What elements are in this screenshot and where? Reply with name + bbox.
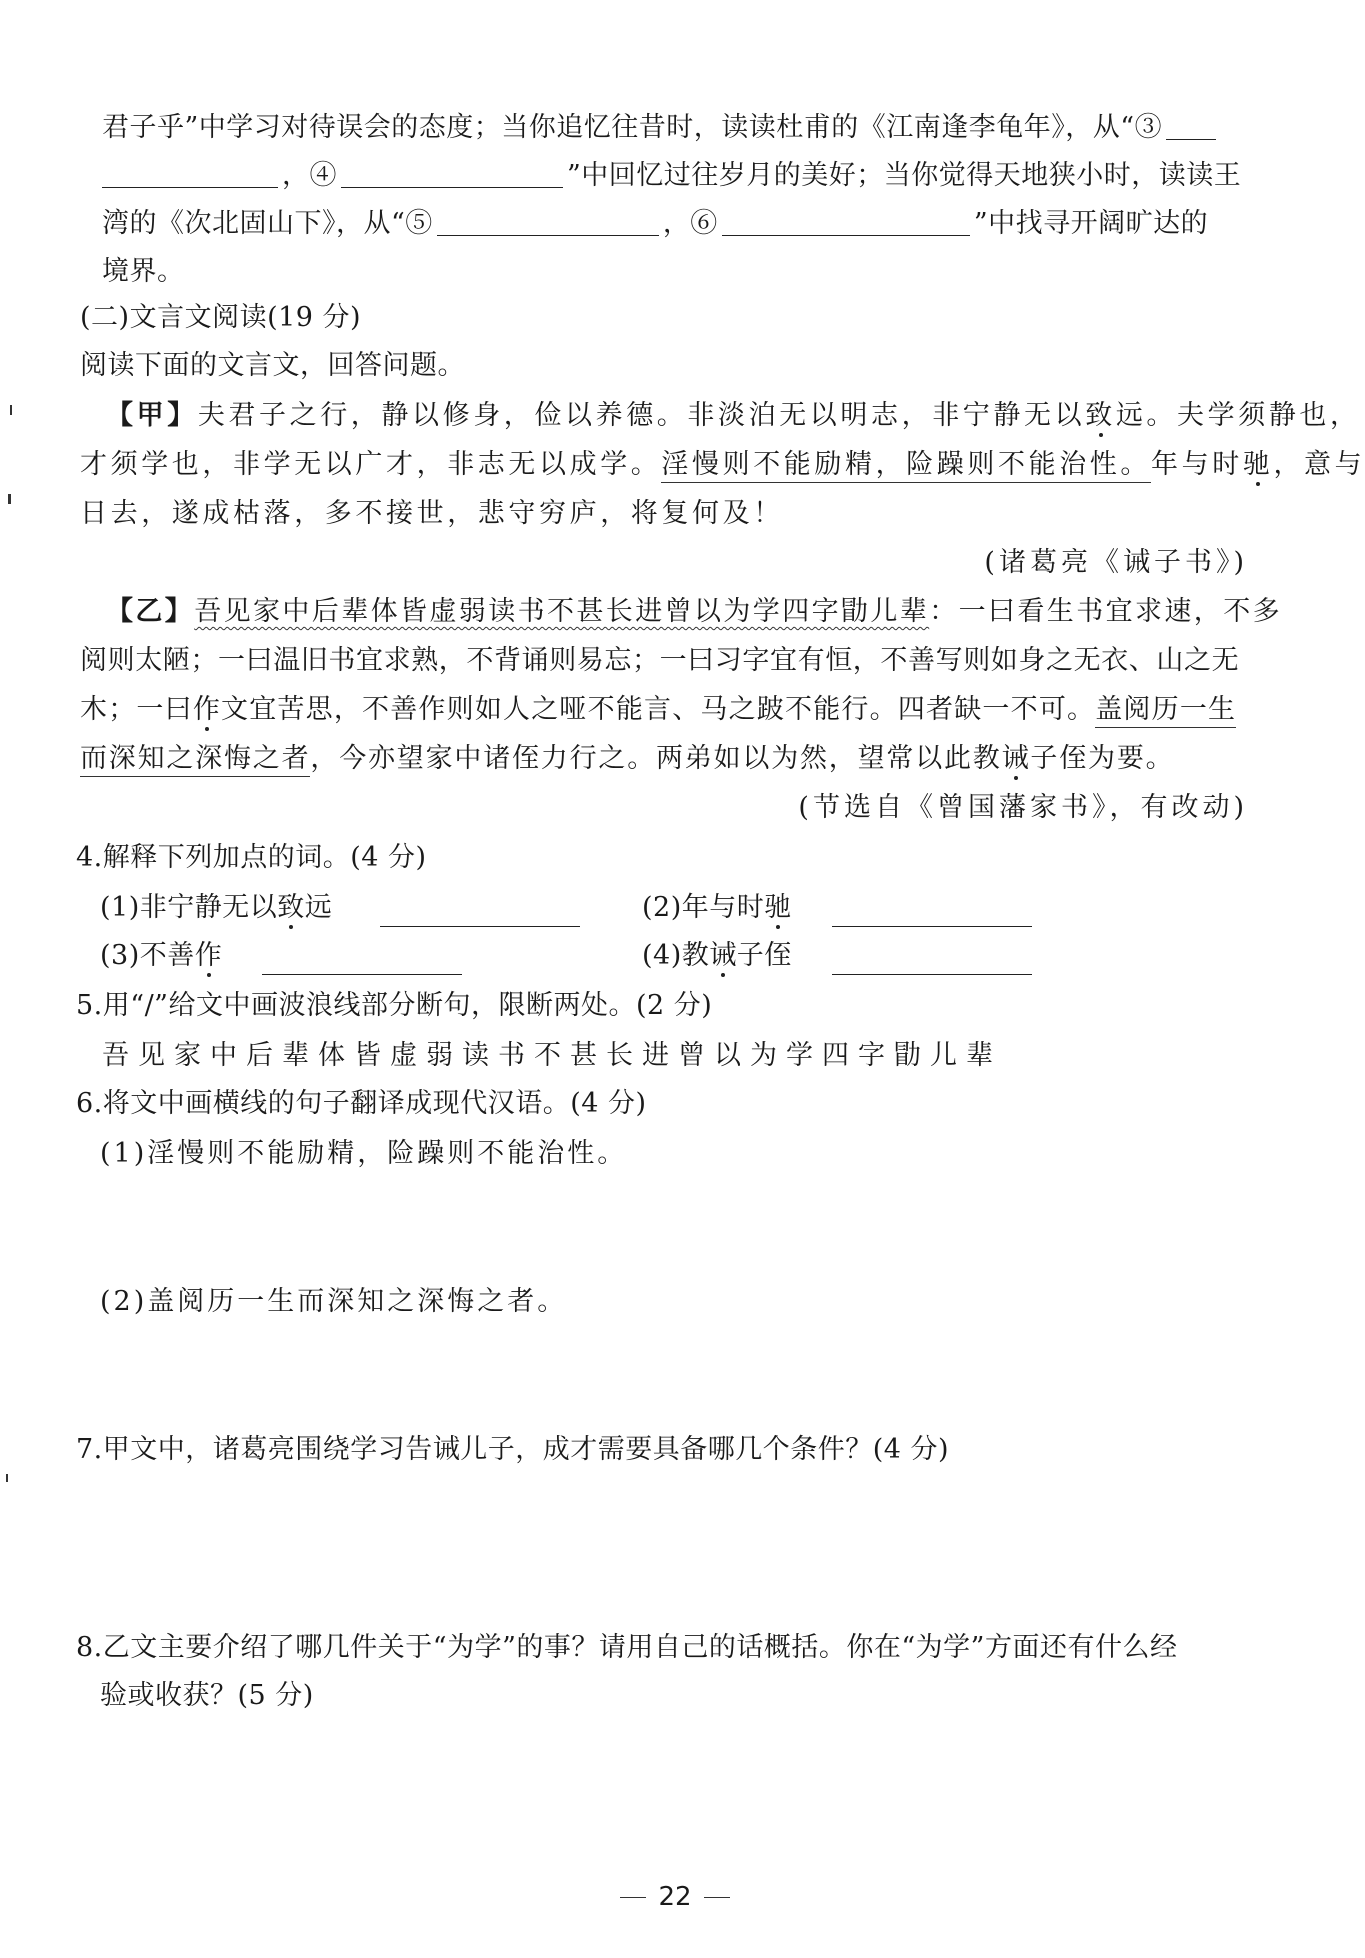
yi-wavy-sentence: 吾见家中后辈体皆虚弱读书不甚长进曾以为学四字勖儿辈 [194,596,930,627]
q4-item-1: (1)非宁静无以致远 [100,892,333,923]
answer-blank-5[interactable] [437,205,659,236]
scan-mark [10,405,12,415]
yi-line-3: 木；一曰作文宜苦思，不善作则如人之哑不能言、马之跛不能行。四者缺一不可。盖阅历一生 [80,690,1236,730]
answer-blank-3-cont[interactable] [102,157,278,188]
scan-mark [8,494,11,504]
yi-source: (节选自《曾国藩家书》，有改动) [798,792,1248,823]
fill-line-1: 君子乎”中学习对待误会的态度；当你追忆往昔时，读读杜甫的《江南逢李龟年》，从“③ [102,108,1220,148]
q4-item-3: (3)不善作 [100,940,223,971]
q5-text[interactable]: 吾见家中后辈体皆虚弱读书不甚长进曾以为学四字勖儿辈 [102,1040,1002,1071]
yi-line-2: 阅则太陋；一曰温旧书宜求熟，不背诵则易忘；一曰习字宜有恒，不善写则如身之无衣、山之无 [80,645,1240,676]
jia-source: (诸葛亮《诫子书》) [984,547,1248,578]
yi-line-1: 【乙】吾见家中后辈体皆虚弱读书不甚长进曾以为学四字勖儿辈：一曰看生书宜求速，不多 [106,596,1283,627]
q4-item-2: (2)年与时驰 [642,892,792,923]
section-instruction: 阅读下面的文言文，回答问题。 [80,350,465,381]
q8-title: 8.乙文主要介绍了哪几件关于“为学”的事？请用自己的话概括。你在“为学”方面还有什么经 [76,1632,1178,1663]
page-number-dash-right [704,1897,730,1898]
fill-line-2: ，④ ”中回忆过往岁月的美好；当你觉得天地狭小时，读读王 [102,156,1241,196]
fill-line-4: 境界。 [102,256,185,287]
q6-sentence-1: (1)淫慢则不能励精，险躁则不能治性。 [100,1138,628,1169]
jia-tag: 【甲】 [106,400,198,431]
q7-title: 7.甲文中，诸葛亮围绕学习告诫儿子，成才需要具备哪几个条件？(4 分) [76,1434,950,1465]
yi-underlined-sentence-b: 而深知之深悔之者 [80,743,310,777]
q6-sentence-2: (2)盖阅历一生而深知之深悔之者。 [100,1286,568,1317]
jia-underlined-sentence: 淫慢则不能励精，险躁则不能治性。 [661,449,1151,483]
jia-line-3: 日去，遂成枯落，多不接世，悲守穷庐，将复何及！ [80,498,784,529]
answer-blank-3[interactable] [1166,109,1216,140]
answer-blank-4[interactable] [341,157,563,188]
scan-mark [6,1474,8,1482]
q4-answer-blank-4[interactable] [832,944,1032,975]
jia-line-2: 才须学也，非学无以广才，非志无以成学。淫慢则不能励精，险躁则不能治性。年与时驰，意与 [80,445,1365,485]
q4-answer-blank-1[interactable] [380,896,580,927]
q8-title-cont: 验或收获？(5 分) [100,1680,314,1711]
yi-line-4: 而深知之深悔之者，今亦望家中诸侄力行之。两弟如以为然，望常以此教诫子侄为要。 [80,739,1174,779]
page-number: 22 [0,1882,1350,1912]
jia-line-1: 【甲】夫君子之行，静以修身，俭以养德。非淡泊无以明志，非宁静无以致远。夫学须静也， [106,400,1361,431]
q4-title: 4.解释下列加点的词。(4 分) [76,842,427,873]
fill-line-3: 湾的《次北固山下》，从“⑤ ，⑥ ”中找寻开阔旷达的 [102,204,1208,244]
yi-underlined-sentence-a: 盖阅历一生 [1095,694,1236,728]
answer-blank-6[interactable] [722,205,970,236]
q4-answer-blank-3[interactable] [262,944,462,975]
q4-answer-blank-2[interactable] [832,896,1032,927]
q4-item-4: (4)教诫子侄 [642,940,792,971]
q5-title: 5.用“/”给文中画波浪线部分断句，限断两处。(2 分) [76,990,713,1021]
q6-title: 6.将文中画横线的句子翻译成现代汉语。(4 分) [76,1088,647,1119]
page-number-dash-left [620,1897,646,1898]
section-title: (二)文言文阅读(19 分) [80,302,362,333]
yi-tag: 【乙】 [106,596,195,627]
